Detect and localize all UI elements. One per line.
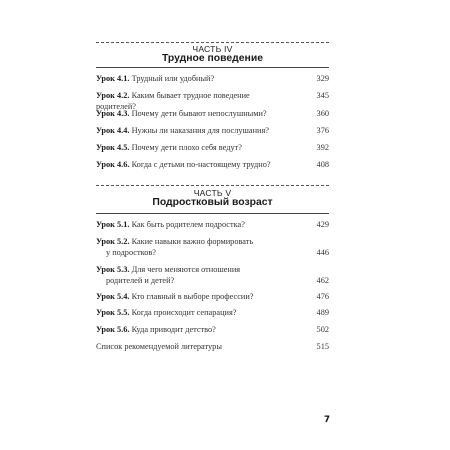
entry-page: 462 [316,276,329,285]
toc-entry-5-4[interactable] [96,291,329,302]
lesson-number: Урок 5.1. [96,220,130,229]
lesson-title: Трудный или удобный? [131,74,215,83]
toc-entry-5-1[interactable] [96,219,329,230]
lesson-title: Нужны ли наказания для послушания? [131,126,269,135]
lesson-number: Урок 4.2. [96,91,130,100]
lesson-number: Урок 5.5. [96,308,130,317]
lesson-number: Урок 5.2. [96,237,130,246]
entry-page: 345 [316,91,329,100]
toc-entry-4-3[interactable] [96,108,329,119]
entry-page: 329 [316,74,329,83]
lesson-title: Каким бывает трудное поведение родителей? [96,91,250,111]
solid-rule-part-4 [96,67,329,68]
entry-page: 360 [316,109,329,118]
toc-entry-5-6[interactable] [96,324,329,335]
toc-entry-4-4[interactable] [96,125,329,136]
lesson-title: Почему дети плохо себя ведут? [131,143,242,152]
toc-entry-5-5[interactable] [96,307,329,318]
entry-page: 489 [316,308,329,317]
toc-entry-5-3[interactable] [96,264,329,286]
toc-entry-4-1[interactable] [96,73,329,84]
entry-page: 476 [316,292,329,301]
solid-rule-part-5 [96,213,329,214]
toc-entry-5-2[interactable] [96,236,329,258]
entry-page: 446 [316,248,329,257]
entry-page: 429 [316,220,329,229]
toc-entry-4-6[interactable] [96,159,329,170]
lesson-title: Как быть родителем подростка? [131,220,245,229]
lesson-title-continuation: родителей и детей? [106,276,175,285]
entry-page: 408 [316,160,329,169]
dashed-rule-part-4 [96,42,329,43]
part-5-title: Подростковый возраст [152,197,273,208]
lesson-title: Кто главный в выборе профессии? [131,292,254,301]
part-4-label: ЧАСТЬ IV [192,44,233,54]
entry-page: 376 [316,126,329,135]
toc-entry-4-5[interactable] [96,142,329,153]
lesson-number: Урок 4.1. [96,74,130,83]
dashed-rule-part-5 [96,185,329,186]
lesson-title: Когда с детьми по-настоящему трудно? [131,160,271,169]
part-5-label: ЧАСТЬ V [193,188,232,198]
lesson-title: Для чего меняются отношения [131,265,241,274]
lesson-number: Урок 5.6. [96,325,130,334]
entry-page: 502 [316,325,329,334]
lesson-title-continuation: у подростков? [106,248,156,257]
entry-page: 392 [316,143,329,152]
lesson-title: Какие навыки важно формировать [131,237,254,246]
lesson-number: Урок 4.4. [96,126,130,135]
bibliography-title: Список рекомендуемой литературы [96,342,222,351]
lesson-number: Урок 4.6. [96,160,130,169]
lesson-title: Куда приводит детство? [131,325,216,334]
page-number: 7 [324,415,330,425]
part-4-title: Трудное поведение [161,53,264,64]
lesson-title: Почему дети бывают непослушными? [131,109,267,118]
toc-entry-bibliography[interactable] [96,341,329,352]
entry-page: 515 [316,342,329,351]
lesson-number: Урок 4.5. [96,143,130,152]
lesson-number: Урок 5.4. [96,292,130,301]
lesson-title: Когда происходит сепарация? [131,308,237,317]
lesson-number: Урок 5.3. [96,265,130,274]
lesson-number: Урок 4.3. [96,109,130,118]
